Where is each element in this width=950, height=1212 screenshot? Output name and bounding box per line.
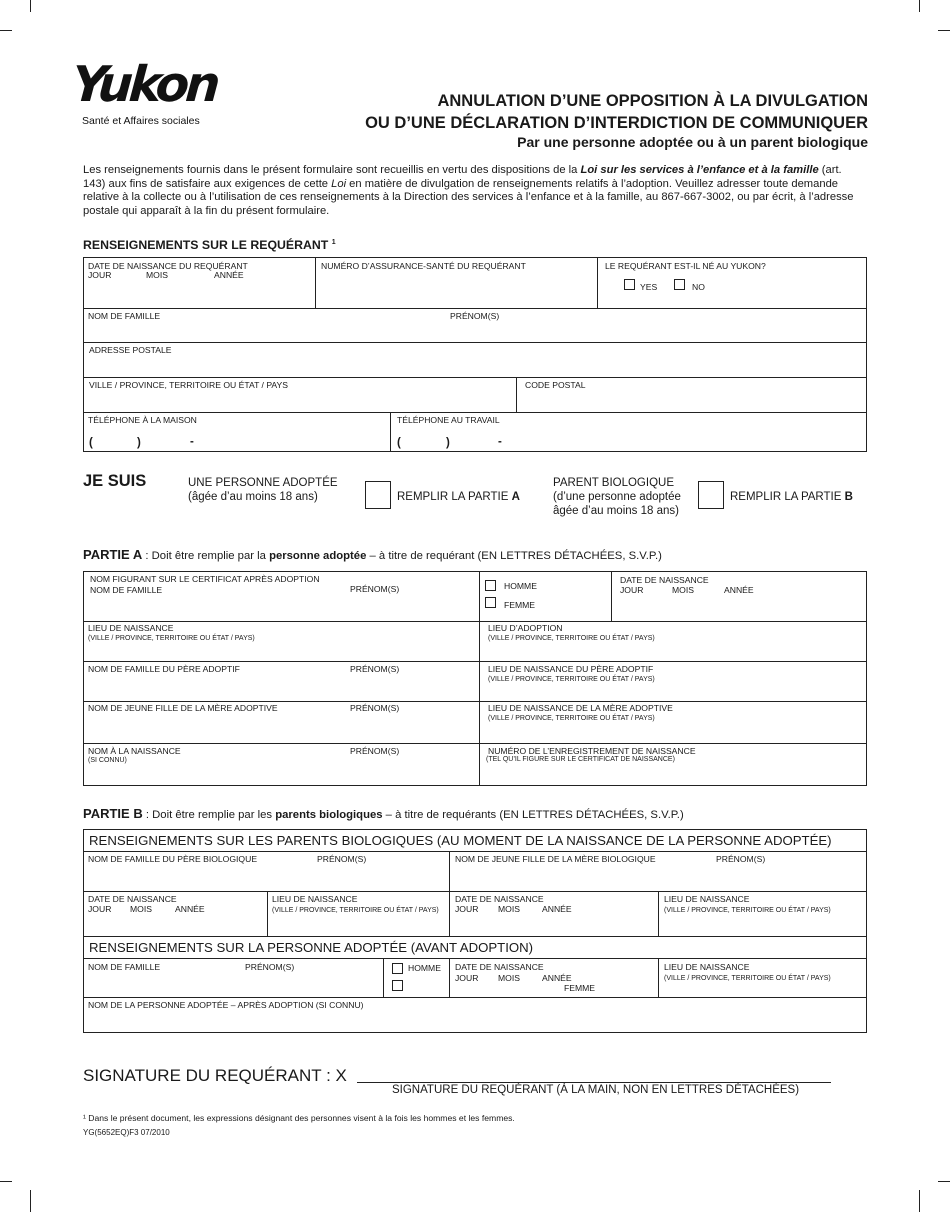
adoptive-father-birthplace-field[interactable]: LIEU DE NAISSANCE DU PÈRE ADOPTIF (VILLE / PROVINCE, TERRITOIRE OU ÉTAT / PAYS)	[479, 661, 867, 702]
partie-a-title: PARTIE A : Doit être remplie par la personne adoptée – à titre de requérant (EN LETTRES DÉTACHÉES, S.V.P.)	[83, 547, 662, 562]
adoptee-option-line1: UNE PERSONNE ADOPTÉE	[188, 477, 338, 489]
crop-mark	[30, 0, 31, 12]
adoptive-father-name-field[interactable]: NOM DE FAMILLE DU PÈRE ADOPTIF PRÉNOM(S)	[83, 661, 480, 702]
adoptee-before-sex-field: HOMME	[383, 958, 450, 998]
partie-b-title: PARTIE B : Doit être remplie par les parents biologiques – à titre de requérants (EN LETTRES DÉTACHÉES, S.V.P.)	[83, 806, 684, 821]
birth-registration-field[interactable]: NUMÉRO DE L’ENREGISTREMENT DE NAISSANCE (TEL QU’IL FIGURE SUR LE CERTIFICAT DE NAISSANCE)	[479, 743, 867, 786]
section-title-requerant: RENSEIGNEMENTS SUR LE REQUÉRANT $^1$	[83, 238, 336, 252]
bio-mother-dob-field[interactable]: DATE DE NAISSANCE JOUR MOIS ANNÉE	[449, 891, 659, 937]
intro-paragraph: Les renseignements fournis dans le présent formulaire sont recueillis en vertu des dispositions de la Loi sur les services à l’enfance et à la famille (art. 143) aux fins de satisfaire aux exigences de cette Loi en matière de divulgation de renseignements relatifs à l’adoption. Veuillez adresser toute demande relative à la collecte ou à l’utilisation de ces renseignements à la Direction des services à l’enfance et à la famille, au 867-667-3002, ou par écrit, à l’adresse postale qui apparaît à la fin du présent formulaire.	[83, 164, 854, 217]
parent-checkbox[interactable]	[698, 481, 724, 509]
home-phone-field[interactable]: TÉLÉPHONE À LA MAISON ( ) -	[83, 412, 391, 452]
requerant-dob-field[interactable]: DATE DE NAISSANCE DU REQUÉRANT JOUR MOIS ANNÉE	[83, 257, 316, 309]
adoptee-checkbox[interactable]	[365, 481, 391, 509]
footnote: ¹ Dans le présent document, les expressions désignant des personnes visent à la fois les hommes et les femmes.	[83, 1113, 515, 1123]
female-checkbox[interactable]	[485, 597, 496, 608]
signature-caption: SIGNATURE DU REQUÉRANT (À LA MAIN, NON EN LETTRES DÉTACHÉES)	[392, 1084, 800, 1096]
health-number-field[interactable]: NUMÉRO D’ASSURANCE-SANTÉ DU REQUÉRANT	[315, 257, 598, 309]
je-suis-label: JE SUIS	[83, 472, 147, 490]
fill-part-b: REMPLIR LA PARTIE B	[730, 491, 853, 503]
adoptive-mother-name-field[interactable]: NOM DE JEUNE FILLE DE LA MÈRE ADOPTIVE PRÉNOM(S)	[83, 701, 480, 744]
adoptee-before-birthplace-field[interactable]: LIEU DE NAISSANCE (VILLE / PROVINCE, TERRITOIRE OU ÉTAT / PAYS)	[658, 958, 867, 998]
crop-mark	[0, 30, 12, 31]
female-checkbox[interactable]	[392, 980, 403, 991]
crop-mark	[938, 30, 950, 31]
adoptee-before-dob-field[interactable]: DATE DE NAISSANCE JOUR MOIS ANNÉE FEMME	[449, 958, 659, 998]
signature-line[interactable]	[357, 1082, 831, 1083]
male-checkbox[interactable]	[485, 580, 496, 591]
birth-place-field[interactable]: LIEU DE NAISSANCE (VILLE / PROVINCE, TERRITOIRE OU ÉTAT / PAYS)	[83, 621, 480, 662]
bio-father-dob-field[interactable]: DATE DE NAISSANCE JOUR MOIS ANNÉE	[83, 891, 268, 937]
form-subtitle: Par une personne adoptée ou à un parent biologique	[517, 134, 868, 150]
adoptee-dob-field[interactable]: DATE DE NAISSANCE JOUR MOIS ANNÉE	[611, 571, 867, 622]
cert-name-field[interactable]: NOM FIGURANT SUR LE CERTIFICAT APRÈS ADOPTION NOM DE FAMILLE PRÉNOM(S)	[83, 571, 480, 622]
postal-code-field[interactable]: CODE POSTAL	[516, 377, 867, 413]
bio-mother-name-field[interactable]: NOM DE JEUNE FILLE DE LA MÈRE BIOLOGIQUE PRÉNOM(S)	[449, 851, 867, 892]
yes-checkbox[interactable]	[624, 279, 635, 290]
crop-mark	[919, 0, 920, 12]
crop-mark	[0, 1181, 12, 1182]
crop-mark	[938, 1181, 950, 1182]
form-title-line1: ANNULATION D’UNE OPPOSITION À LA DIVULGATION	[437, 92, 868, 110]
male-checkbox[interactable]	[392, 963, 403, 974]
address-field[interactable]: ADRESSE POSTALE	[83, 342, 867, 378]
adoptee-before-header: RENSEIGNEMENTS SUR LA PERSONNE ADOPTÉE (AVANT ADOPTION)	[83, 936, 867, 959]
form-title-line2: OU D’UNE DÉCLARATION D’INTERDICTION DE COMMUNIQUER	[365, 114, 868, 132]
parent-option-line2: (d’une personne adoptée	[553, 491, 681, 503]
birth-name-field[interactable]: NOM À LA NAISSANCE (SI CONNU) PRÉNOM(S)	[83, 743, 480, 786]
bio-father-name-field[interactable]: NOM DE FAMILLE DU PÈRE BIOLOGIQUE PRÉNOM(S)	[83, 851, 450, 892]
crop-mark	[30, 1190, 31, 1212]
city-field[interactable]: VILLE / PROVINCE, TERRITOIRE OU ÉTAT / PAYS	[83, 377, 517, 413]
adoptee-option-line2: (âgée d’au moins 18 ans)	[188, 491, 318, 503]
parent-option-line1: PARENT BIOLOGIQUE	[553, 477, 674, 489]
fill-part-a: REMPLIR LA PARTIE A	[397, 491, 520, 503]
crop-mark	[919, 1190, 920, 1212]
requerant-name-field[interactable]: NOM DE FAMILLE PRÉNOM(S)	[83, 308, 867, 343]
yukon-logo: Yukon	[70, 56, 219, 113]
bio-parents-header: RENSEIGNEMENTS SUR LES PARENTS BIOLOGIQUES (AU MOMENT DE LA NAISSANCE DE LA PERSONNE ADOPTÉE)	[83, 829, 867, 852]
adoption-place-field[interactable]: LIEU D’ADOPTION (VILLE / PROVINCE, TERRITOIRE OU ÉTAT / PAYS)	[479, 621, 867, 662]
born-yukon-field: LE REQUÉRANT EST-IL NÉ AU YUKON? YES NO	[597, 257, 867, 309]
sex-field: HOMME FEMME	[479, 571, 612, 622]
parent-option-line3: âgée d’au moins 18 ans)	[553, 505, 679, 517]
logo-subtitle: Santé et Affaires sociales	[82, 115, 200, 127]
no-checkbox[interactable]	[674, 279, 685, 290]
work-phone-field[interactable]: TÉLÉPHONE AU TRAVAIL ( ) -	[390, 412, 867, 452]
bio-mother-birthplace-field[interactable]: LIEU DE NAISSANCE (VILLE / PROVINCE, TERRITOIRE OU ÉTAT / PAYS)	[658, 891, 867, 937]
adoptee-after-name-field[interactable]: NOM DE LA PERSONNE ADOPTÉE – APRÈS ADOPTION (SI CONNU)	[83, 997, 867, 1033]
bio-father-birthplace-field[interactable]: LIEU DE NAISSANCE (VILLE / PROVINCE, TERRITOIRE OU ÉTAT / PAYS)	[267, 891, 450, 937]
adoptee-before-name-field[interactable]: NOM DE FAMILLE PRÉNOM(S)	[83, 958, 384, 998]
signature-label: SIGNATURE DU REQUÉRANT : X	[83, 1066, 347, 1085]
adoptive-mother-birthplace-field[interactable]: LIEU DE NAISSANCE DE LA MÈRE ADOPTIVE (VILLE / PROVINCE, TERRITOIRE OU ÉTAT / PAYS)	[479, 701, 867, 744]
form-code: YG(5652EQ)F3 07/2010	[83, 1128, 170, 1137]
